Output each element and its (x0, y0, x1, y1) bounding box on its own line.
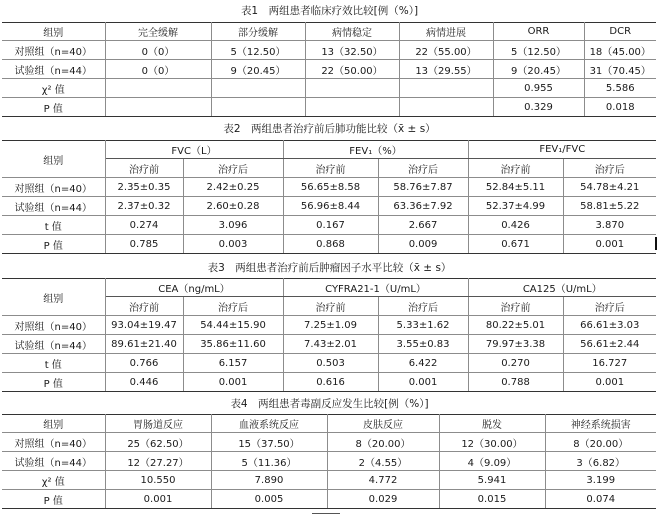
table-row (2, 178, 656, 197)
table-cell: 5（11.36） (211, 452, 327, 471)
table-cell: 80.22±5.01 (468, 316, 563, 335)
table-cell: 5.586 (584, 79, 656, 98)
table-cell: 56.96±8.44 (283, 197, 378, 216)
table-cell: 5（12.50） (493, 41, 584, 60)
table-cell: 10.550 (105, 471, 211, 490)
table-cell: 0.167 (283, 216, 378, 235)
table3-subheader-cell: 治疗后 (378, 297, 468, 316)
table-cell: 5.33±1.62 (378, 316, 468, 335)
table-cell: 3.199 (545, 471, 656, 490)
table-cell: 0.270 (468, 354, 563, 373)
table-row (2, 216, 656, 235)
table-cell: 9（20.45） (211, 60, 305, 79)
table3-subheader-cell: 治疗后 (183, 297, 283, 316)
table-row (2, 335, 656, 354)
table-cell: 0.005 (211, 490, 327, 509)
table-row (2, 235, 656, 254)
table-cell: 0.001 (563, 235, 656, 254)
table1-header-cell: DCR (584, 23, 656, 41)
table-row (2, 433, 656, 452)
table-cell (105, 79, 211, 98)
table-cell: 54.44±15.90 (183, 316, 283, 335)
table-cell: 7.43±2.01 (283, 335, 378, 354)
table-cell (211, 79, 305, 98)
table-row (2, 373, 656, 392)
table3-caption: 表3 两组患者治疗前后肿瘤因子水平比较（x̄ ± s） (207, 262, 452, 274)
table-cell: 54.78±4.21 (563, 178, 656, 197)
table-cell: 0.329 (493, 98, 584, 117)
table4-header-cell: 皮肤反应 (327, 415, 439, 433)
table-cell: 4（9.09） (439, 452, 545, 471)
table2-group-header: FVC（L） (105, 141, 283, 159)
table-cell: 66.61±3.03 (563, 316, 656, 335)
table4-header-cell: 胃肠道反应 (105, 415, 211, 433)
table3 (2, 278, 656, 392)
table-cell: 8（20.00） (545, 433, 656, 452)
page-foot-mark (312, 513, 340, 514)
table-cell: 12（27.27） (105, 452, 211, 471)
table-cell: 12（30.00） (439, 433, 545, 452)
table-cell: 0.785 (105, 235, 183, 254)
table2-group-header-row (2, 141, 656, 159)
table-cell: 对照组（n=40） (2, 41, 105, 60)
table-cell (305, 98, 399, 117)
table-cell: 0.955 (493, 79, 584, 98)
table-cell: 0.009 (378, 235, 468, 254)
table-cell: 56.65±8.58 (283, 178, 378, 197)
table2-group-header: FEV₁（%） (283, 141, 468, 159)
table-cell: 0.001 (378, 373, 468, 392)
table2-subheader-cell: 治疗前 (283, 159, 378, 178)
table-row (2, 79, 656, 98)
table-cell: t 值 (2, 354, 105, 373)
table1-header-cell: 病情稳定 (305, 23, 399, 41)
table4 (2, 414, 656, 509)
table-cell: 0.766 (105, 354, 183, 373)
table-cell (399, 79, 493, 98)
table-cell: 3.55±0.83 (378, 335, 468, 354)
table3-group-header: CA125（U/mL） (468, 279, 656, 297)
table2-subheader-cell: 治疗后 (378, 159, 468, 178)
table1-caption: 表1 两组患者临床疗效比较[例（%）] (240, 5, 419, 17)
table4-header-row (2, 415, 656, 433)
table4-header-cell: 组别 (2, 415, 105, 433)
table3-subheader-cell: 治疗前 (283, 297, 378, 316)
table-cell: 93.04±19.47 (105, 316, 183, 335)
table2-group-label: 组别 (2, 141, 105, 178)
table-cell (105, 98, 211, 117)
table-cell: P 值 (2, 373, 105, 392)
table4-header-cell: 神经系统损害 (545, 415, 656, 433)
table-cell: 52.37±4.99 (468, 197, 563, 216)
table-cell: 0.788 (468, 373, 563, 392)
table-cell: 79.97±3.38 (468, 335, 563, 354)
table-cell: 8（20.00） (327, 433, 439, 452)
table-cell: 5.941 (439, 471, 545, 490)
table-cell: 13（32.50） (305, 41, 399, 60)
table-cell: 0.029 (327, 490, 439, 509)
table-cell: 3（6.82） (545, 452, 656, 471)
table-row (2, 452, 656, 471)
table-cell: 89.61±21.40 (105, 335, 183, 354)
table-cell: χ² 值 (2, 79, 105, 98)
table-cell: 58.81±5.22 (563, 197, 656, 216)
table-cell: 0.868 (283, 235, 378, 254)
table-cell: 2.35±0.35 (105, 178, 183, 197)
table-cell: 0.001 (183, 373, 283, 392)
table-cell: 6.157 (183, 354, 283, 373)
table-cell: 31（70.45） (584, 60, 656, 79)
table4-header-cell: 血液系统反应 (211, 415, 327, 433)
table-cell: 0.074 (545, 490, 656, 509)
table-cell: 3.096 (183, 216, 283, 235)
table-cell (211, 98, 305, 117)
table3-subheader-cell: 治疗前 (105, 297, 183, 316)
table-cell: 7.25±1.09 (283, 316, 378, 335)
table-cell: 试验组（n=44） (2, 60, 105, 79)
table-cell: 7.890 (211, 471, 327, 490)
table1-header-cell: 部分缓解 (211, 23, 305, 41)
table-cell (305, 79, 399, 98)
table-cell: 25（62.50） (105, 433, 211, 452)
table3-group-header-row (2, 279, 656, 297)
table2-subheader-cell: 治疗后 (183, 159, 283, 178)
table-cell: 0（0） (105, 41, 211, 60)
table-cell: 2.60±0.28 (183, 197, 283, 216)
table4-header-cell: 脱发 (439, 415, 545, 433)
table2-subheader-cell: 治疗后 (563, 159, 656, 178)
table2-subheader-cell: 治疗前 (105, 159, 183, 178)
table-cell: 0.274 (105, 216, 183, 235)
table-row (2, 60, 656, 79)
table-cell: 52.84±5.11 (468, 178, 563, 197)
table-cell: 0.015 (439, 490, 545, 509)
table-cell: 3.870 (563, 216, 656, 235)
table1-header-cell: 病情进展 (399, 23, 493, 41)
table-cell: χ² 值 (2, 471, 105, 490)
table-cell: 0.003 (183, 235, 283, 254)
table-cell: 15（37.50） (211, 433, 327, 452)
margin-mark (655, 237, 657, 250)
table1-header-row (2, 23, 656, 41)
table2-subheader-cell: 治疗前 (468, 159, 563, 178)
table-cell: P 值 (2, 98, 105, 117)
table3-subheader-cell: 治疗后 (563, 297, 656, 316)
table-cell: 试验组（n=44） (2, 197, 105, 216)
table-cell: 22（50.00） (305, 60, 399, 79)
table1-header-cell: 完全缓解 (105, 23, 211, 41)
table3-group-header: CYFRA21-1（U/mL） (283, 279, 468, 297)
table-cell: P 值 (2, 490, 105, 509)
table-cell: 对照组（n=40） (2, 316, 105, 335)
table-cell: 13（29.55） (399, 60, 493, 79)
table-cell: 试验组（n=44） (2, 335, 105, 354)
table-row (2, 490, 656, 509)
table-cell: 0.426 (468, 216, 563, 235)
table-cell: 9（20.45） (493, 60, 584, 79)
table-cell: 6.422 (378, 354, 468, 373)
table-row (2, 98, 656, 117)
table-cell: 0.671 (468, 235, 563, 254)
table2 (2, 140, 656, 254)
table-cell: 试验组（n=44） (2, 452, 105, 471)
table-cell: 16.727 (563, 354, 656, 373)
table-cell: 0.018 (584, 98, 656, 117)
table-cell: 2（4.55） (327, 452, 439, 471)
table-cell: 0.001 (563, 373, 656, 392)
table-cell: 0（0） (105, 60, 211, 79)
table1-header-cell: ORR (493, 23, 584, 41)
table-row (2, 316, 656, 335)
table1 (2, 22, 656, 117)
table-row (2, 354, 656, 373)
table-cell: 0.001 (105, 490, 211, 509)
table3-group-label: 组别 (2, 279, 105, 316)
table3-group-header: CEA（ng/mL） (105, 279, 283, 297)
table-cell: 22（55.00） (399, 41, 493, 60)
table-row (2, 41, 656, 60)
table2-group-header: FEV₁/FVC (468, 141, 656, 159)
table2-caption: 表2 两组患者治疗前后肺功能比较（x̄ ± s） (223, 123, 436, 135)
table-cell: t 值 (2, 216, 105, 235)
table1-header-cell: 组别 (2, 23, 105, 41)
table-cell: 5（12.50） (211, 41, 305, 60)
table-cell: 35.86±11.60 (183, 335, 283, 354)
table-cell: 18（45.00） (584, 41, 656, 60)
table-cell: 0.503 (283, 354, 378, 373)
table-cell: 0.616 (283, 373, 378, 392)
table-cell: 对照组（n=40） (2, 178, 105, 197)
table-cell: 4.772 (327, 471, 439, 490)
table-cell: 2.42±0.25 (183, 178, 283, 197)
table3-subheader-cell: 治疗前 (468, 297, 563, 316)
table-row (2, 471, 656, 490)
table-row (2, 197, 656, 216)
table-cell: 0.446 (105, 373, 183, 392)
table-cell: 2.667 (378, 216, 468, 235)
table-cell: 2.37±0.32 (105, 197, 183, 216)
table-cell: P 值 (2, 235, 105, 254)
table-cell (399, 98, 493, 117)
table-cell: 56.61±2.44 (563, 335, 656, 354)
table4-caption: 表4 两组患者毒副反应发生比较[例（%）] (230, 398, 429, 410)
table-cell: 63.36±7.92 (378, 197, 468, 216)
table-cell: 对照组（n=40） (2, 433, 105, 452)
table-cell: 58.76±7.87 (378, 178, 468, 197)
